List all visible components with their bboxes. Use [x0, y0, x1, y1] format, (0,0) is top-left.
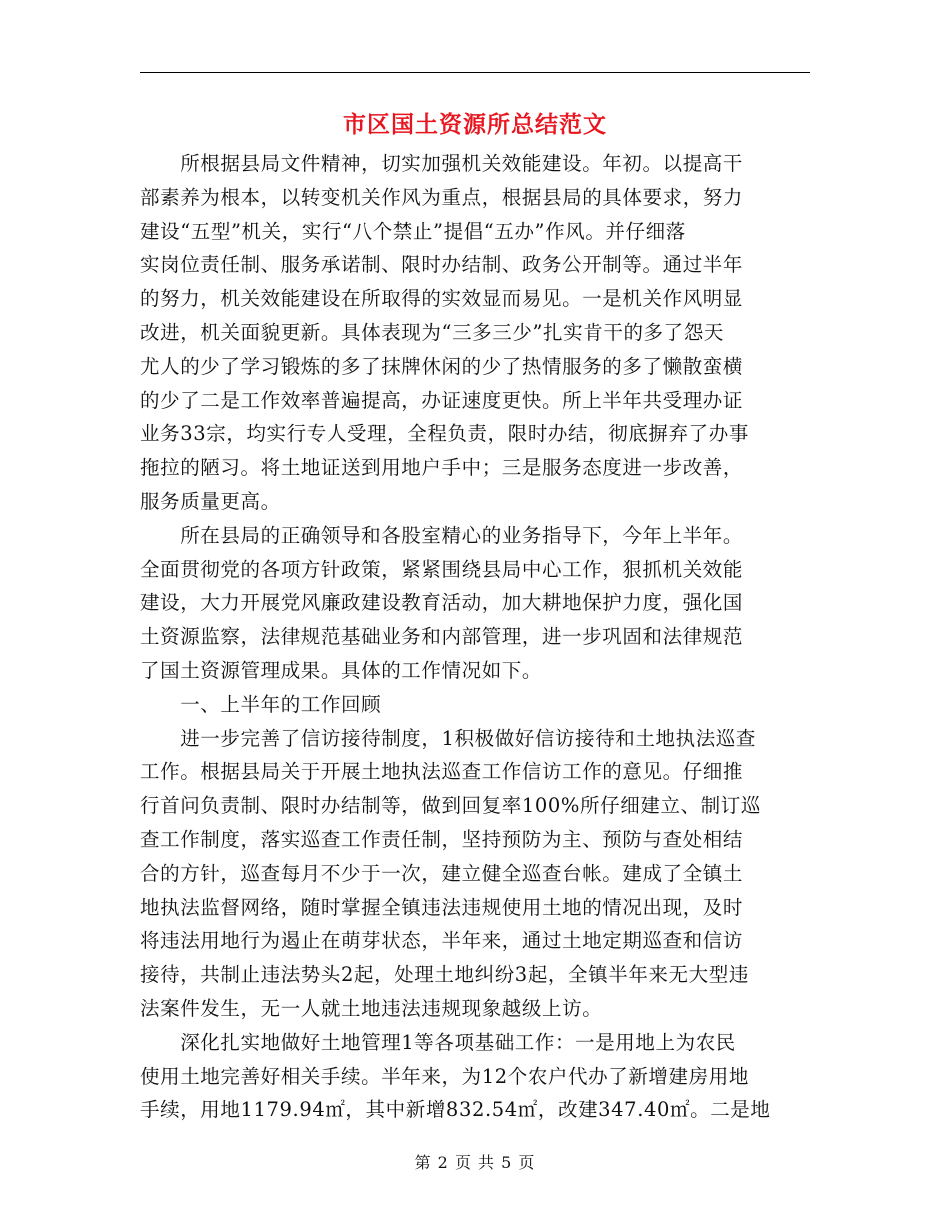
body-text-line: 所根据县局文件精神，切实加强机关效能建设。年初。以提高干 — [140, 152, 744, 175]
body-text-line: 尤人的少了学习锻炼的多了抹牌休闲的少了热情服务的多了懒散蛮横 — [140, 354, 744, 378]
body-text-line: 工作。根据县局关于开展土地执法巡查工作信访工作的意见。仔细推 — [140, 760, 744, 784]
body-text-line: 接待，共制止违法势头2起，处理土地纠纷3起，全镇半年来无大型违 — [140, 963, 749, 987]
body-text-line: 建设“五型”机关，实行“八个禁止”提倡“五办”作风。并仔细落 — [140, 219, 686, 243]
body-text-line: 法案件发生，无一人就土地违法违规现象越级上访。 — [140, 996, 603, 1020]
body-text-line: 行首问负责制、限时办结制等，做到回复率100%所仔细建立、制订巡 — [140, 794, 761, 818]
document-body — [140, 147, 816, 1127]
body-text-line: 建设，大力开展党风廉政建设教育活动，加大耕地保护力度，强化国 — [140, 591, 744, 615]
body-text-line: 土资源监察，法律规范基础业务和内部管理，进一步巩固和法律规范 — [140, 625, 744, 649]
body-text-line: 合的方针，巡查每月不少于一次，建立健全巡查台帐。建成了全镇土 — [140, 861, 744, 885]
body-text-line: 使用土地完善好相关手续。半年来，为12个农户代办了新增建房用地 — [140, 1064, 749, 1088]
body-text-line: 业务33宗，均实行专人受理，全程负责，限时办结，彻底摒弃了办事 — [140, 422, 749, 446]
page-number-footer: 第 2 页 共 5 页 — [414, 1153, 536, 1172]
body-text-line: 服务质量更高。 — [140, 489, 281, 513]
document-title: 市区国土资源所总结范文 — [343, 111, 607, 138]
body-text-line: 的少了二是工作效率普遍提高，办证速度更快。所上半年共受理办证 — [140, 388, 744, 412]
body-text-line: 部素养为根本，以转变机关作风为重点，根据县局的具体要求，努力 — [140, 185, 744, 209]
body-text-line: 的努力，机关效能建设在所取得的实效显而易见。一是机关作风明显 — [140, 287, 744, 311]
body-text-line: 所在县局的正确领导和各股室精心的业务指导下，今年上半年。 — [140, 523, 744, 547]
body-text-line: 查工作制度，落实巡查工作责任制，坚持预防为主、预防与查处相结 — [140, 827, 744, 851]
body-text-line: 实岗位责任制、服务承诺制、限时办结制、政务公开制等。通过半年 — [140, 253, 744, 277]
body-text-line: 一、上半年的工作回顾 — [140, 692, 382, 716]
body-text-line: 改进，机关面貌更新。具体表现为“三多三少”扎实肯干的多了怨天 — [140, 320, 724, 344]
body-text-line: 手续，用地1179.94㎡，其中新增832.54㎡，改建347.40㎡。二是地 — [140, 1098, 771, 1122]
body-text-line: 进一步完善了信访接待制度，1积极做好信访接待和土地执法巡查 — [140, 726, 757, 750]
body-text-line: 拖拉的陋习。将土地证送到用地户手中；三是服务态度进一步改善， — [140, 456, 744, 480]
body-text-line: 将违法用地行为遏止在萌芽状态，半年来，通过土地定期巡查和信访 — [140, 929, 744, 953]
body-text-line: 了国土资源管理成果。具体的工作情况如下。 — [140, 658, 543, 682]
header-rule — [140, 72, 810, 73]
body-text-line: 地执法监督网络，随时掌握全镇违法违规使用土地的情况出现，及时 — [140, 895, 744, 919]
body-text-line: 全面贯彻党的各项方针政策，紧紧围绕县局中心工作，狠抓机关效能 — [140, 557, 744, 581]
body-text-line: 深化扎实地做好土地管理1等各项基础工作：一是用地上为农民 — [140, 1030, 736, 1054]
